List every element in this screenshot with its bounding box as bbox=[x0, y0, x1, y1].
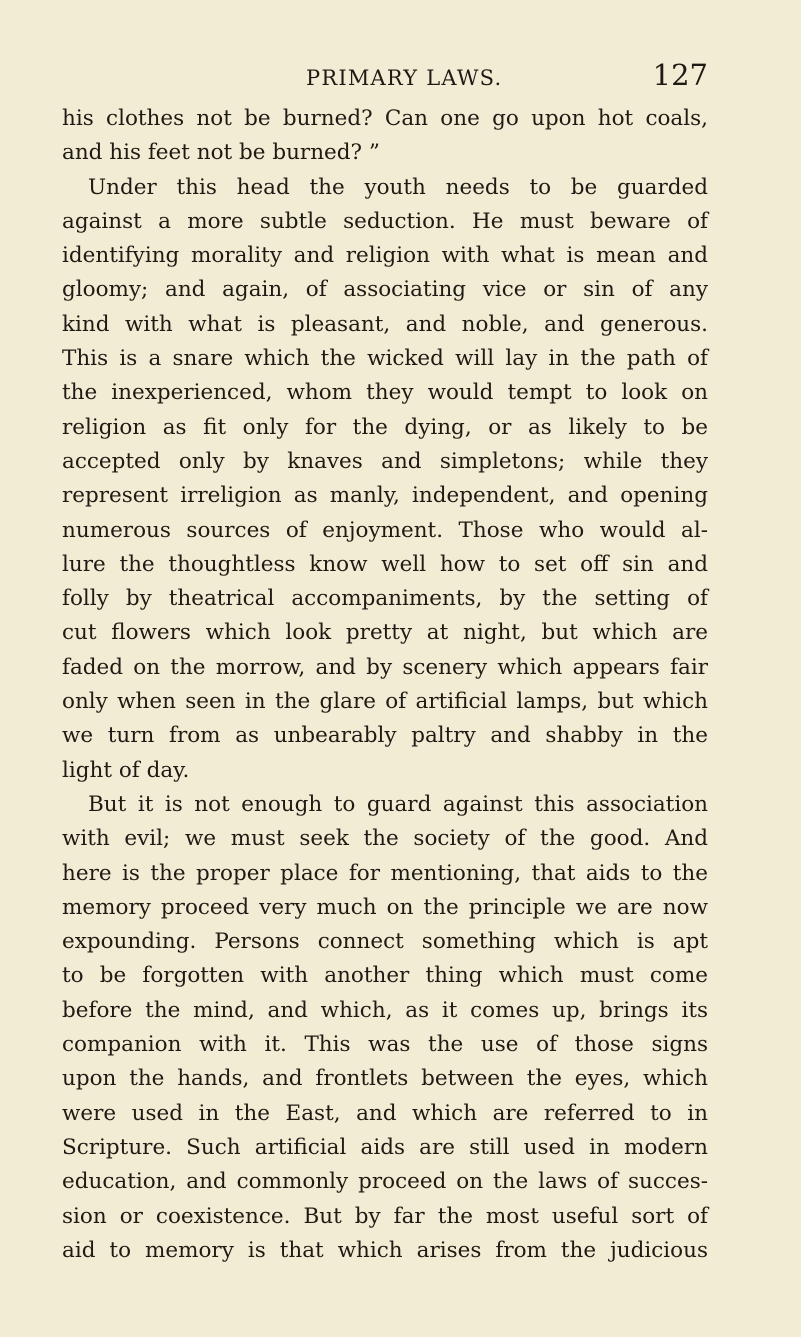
text-line: were used in the East, and which are referred to in bbox=[62, 1100, 708, 1126]
text-line: and his feet not be burned? ” bbox=[62, 140, 380, 166]
text-line: companion with it. This was the use of those signs bbox=[62, 1032, 708, 1058]
text-line: identifying morality and religion with what is mean and bbox=[62, 243, 708, 269]
text-line: This is a snare which the wicked will lay in the path of bbox=[62, 346, 708, 372]
text-line: lure the thoughtless know well how to set off sin and bbox=[62, 551, 708, 577]
text-line: cut flowers which look pretty at night, but which are bbox=[62, 620, 708, 646]
text-line: expounding. Persons connect something which is apt bbox=[62, 929, 708, 955]
text-line: represent irreligion as manly, independent, and opening bbox=[62, 483, 708, 509]
text-line: light of day. bbox=[62, 757, 190, 783]
text-line: his clothes not be burned? Can one go upon hot coals, bbox=[62, 106, 708, 131]
text-line: gloomy; and again, of associating vice or sin of any bbox=[62, 277, 708, 303]
text-line: to be forgotten with another thing which must come bbox=[62, 963, 708, 989]
text-line: Scripture. Such artificial aids are still used in modern bbox=[62, 1134, 708, 1160]
text-line: faded on the morrow, and by scenery which appears fair bbox=[62, 654, 708, 680]
text-line: we turn from as unbearably paltry and shabby in the bbox=[62, 723, 708, 749]
text-line: numerous sources of enjoyment. Those who would al- bbox=[62, 517, 708, 543]
text-line: But it is not enough to guard against this association bbox=[88, 791, 708, 817]
text-line: against a more subtle seduction. He must beware of bbox=[62, 208, 708, 234]
text-line: memory proceed very much on the principle we are now bbox=[62, 894, 708, 920]
text-line: accepted only by knaves and simpletons; while they bbox=[62, 448, 708, 474]
page-number: 127 bbox=[652, 58, 708, 92]
text-line: education, and commonly proceed on the laws of succes- bbox=[62, 1169, 708, 1195]
body-text bbox=[62, 102, 708, 1268]
text-line: only when seen in the glare of artificial lamps, but which bbox=[62, 689, 708, 715]
text-line: Under this head the youth needs to be guarded bbox=[88, 174, 708, 200]
text-line: before the mind, and which, as it comes up, brings its bbox=[62, 997, 708, 1023]
text-line: upon the hands, and frontlets between the eyes, which bbox=[62, 1066, 708, 1092]
running-head bbox=[62, 58, 708, 98]
text-line: the inexperienced, whom they would tempt to look on bbox=[62, 380, 708, 406]
text-line: kind with what is pleasant, and noble, and generous. bbox=[62, 311, 708, 337]
text-line: with evil; we must seek the society of the good. And bbox=[62, 826, 708, 852]
text-line: sion or coexistence. But by far the most useful sort of bbox=[62, 1203, 708, 1229]
text-line: folly by theatrical accompaniments, by the setting of bbox=[62, 586, 708, 612]
running-title: PRIMARY LAWS. bbox=[306, 66, 503, 90]
text-line: here is the proper place for mentioning, that aids to the bbox=[62, 860, 708, 886]
text-line: religion as fit only for the dying, or as likely to be bbox=[62, 414, 708, 440]
text-line: aid to memory is that which arises from the judicious bbox=[62, 1237, 708, 1263]
